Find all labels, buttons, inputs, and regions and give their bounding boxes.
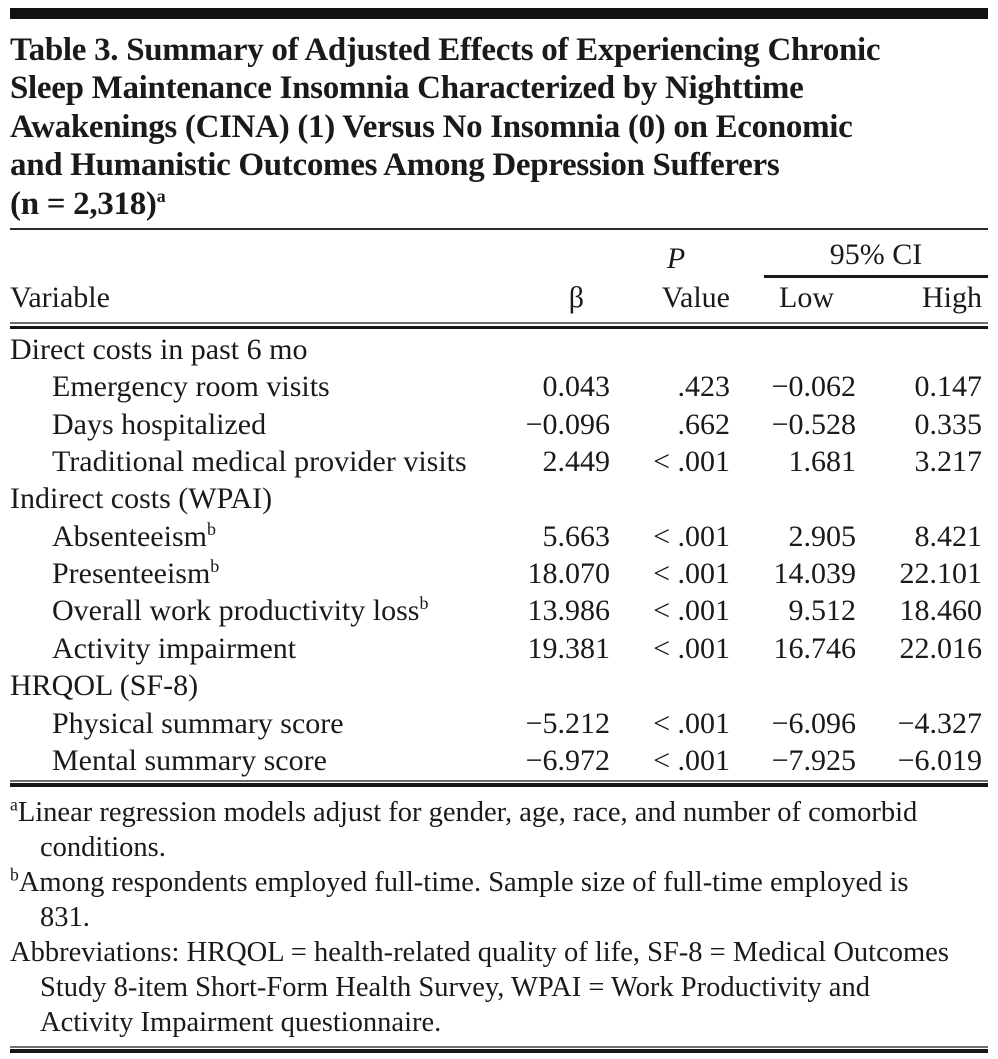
footnotes <box>10 795 954 1040</box>
ci-high-value: 0.335 <box>914 407 982 441</box>
ci-low-value: −6.096 <box>771 706 856 740</box>
ci-low-value: −0.062 <box>771 370 856 404</box>
ci-high-value: 18.460 <box>899 594 982 628</box>
ci-low-value: −7.925 <box>771 744 856 778</box>
beta-value: 18.070 <box>527 557 610 591</box>
footnote-marker-a: a <box>156 185 166 206</box>
table-title <box>10 31 988 223</box>
beta-value: −0.096 <box>525 407 610 441</box>
top-rule-bar <box>10 8 988 19</box>
ci-low-value: 9.512 <box>788 594 856 628</box>
footnote-marker-b: b <box>10 864 19 885</box>
footnote-marker-b: b <box>206 518 216 539</box>
ci-high-value: 22.101 <box>899 557 982 591</box>
footnote-marker-b: b <box>210 556 220 577</box>
body-footnote-divider <box>10 780 988 787</box>
variable-label: Mental summary score <box>52 744 327 778</box>
footnote-b: $^b$Among respondents employed full-time. Sample size of full-time employed is 831. <box>10 864 909 933</box>
p-value: < .001 <box>653 631 730 665</box>
section-label: Direct costs in past 6 mo <box>10 332 308 366</box>
table-data-row <box>10 555 988 592</box>
title-line <box>10 185 988 223</box>
table-data-row <box>10 705 988 742</box>
header-divider <box>10 322 988 329</box>
table-data-row <box>10 742 988 779</box>
beta-value: 13.986 <box>527 594 610 628</box>
table-data-row <box>10 518 988 555</box>
table-header <box>10 230 988 322</box>
variable-label: Days hospitalized <box>52 407 267 441</box>
beta-value: 2.449 <box>542 444 610 478</box>
section-label: HRQOL (SF-8) <box>10 669 199 703</box>
table-section-row <box>10 668 988 705</box>
section-label: Indirect costs (WPAI) <box>10 482 273 516</box>
p-value: < .001 <box>653 444 730 478</box>
footnote-a: $^a$Linear regression models adjust for gender, age, race, and number of comorbid conditions. <box>10 794 918 863</box>
variable-label: Emergency room visits <box>52 370 330 404</box>
ci-low-value: 16.746 <box>773 631 856 665</box>
title-line: Sleep Maintenance Insomnia Characterized by Nighttime <box>10 70 804 107</box>
bottom-divider <box>10 1046 988 1053</box>
footnote-abbreviations: Abbreviations: HRQOL = health-related quality of life, SF-8 = Medical Outcomes Study 8-item Short-Form Health Survey, WPAI = Work Productivity and Activity Impairment questionnaire. <box>10 936 949 1038</box>
table-body <box>10 329 988 780</box>
table-section-row <box>10 481 988 518</box>
p-value: < .001 <box>653 519 730 553</box>
p-value: < .001 <box>653 744 730 778</box>
p-value: < .001 <box>653 557 730 591</box>
p-value: .662 <box>677 407 730 441</box>
footnote-marker-b: b <box>419 593 429 614</box>
column-header-variable: Variable <box>10 281 110 315</box>
ci-high-value: 8.421 <box>914 519 982 553</box>
table-data-row <box>10 593 988 630</box>
ci-high-value: 3.217 <box>914 444 982 478</box>
sample-size: (n = 2,318) <box>10 185 157 222</box>
variable-label: Absenteeism$^b$ <box>52 518 216 553</box>
column-header-p-italic: P <box>666 242 686 276</box>
table-data-row <box>10 630 988 667</box>
table-section-row <box>10 331 988 368</box>
title-line: Awakenings (CINA) (1) Versus No Insomnia (0) on Economic <box>10 108 853 145</box>
beta-value: 0.043 <box>542 370 610 404</box>
ci-low-value: −0.528 <box>771 407 856 441</box>
ci-low-value: 1.681 <box>788 444 856 478</box>
beta-value: −6.972 <box>525 744 610 778</box>
variable-label: Physical summary score <box>52 706 344 740</box>
beta-value: 5.663 <box>542 519 610 553</box>
p-value: < .001 <box>653 594 730 628</box>
column-header-beta: β <box>568 281 584 315</box>
variable-label: Activity impairment <box>52 631 297 665</box>
title-line: and Humanistic Outcomes Among Depression Sufferers <box>10 147 780 184</box>
variable-label: Overall work productivity loss$^b$ <box>52 593 429 628</box>
variable-label: Presenteeism$^b$ <box>52 556 220 591</box>
ci-high-value: −4.327 <box>897 706 982 740</box>
table-data-row <box>10 406 988 443</box>
table-data-row <box>10 443 988 480</box>
table-header-row-bottom <box>10 278 988 322</box>
column-header-p-value: Value <box>661 281 730 315</box>
ci-high-value: 0.147 <box>914 370 982 404</box>
p-value: < .001 <box>653 706 730 740</box>
beta-value: −5.212 <box>525 706 610 740</box>
column-header-ci-low: Low <box>779 281 834 315</box>
footnote-marker-a: a <box>10 794 18 815</box>
title-line: Table 3. Summary of Adjusted Effects of Experiencing Chronic <box>10 32 881 68</box>
p-value: .423 <box>677 370 730 404</box>
table-data-row <box>10 368 988 405</box>
table-header-row-top <box>10 230 988 278</box>
ci-high-value: −6.019 <box>897 744 982 778</box>
column-header-95ci-span: 95% CI <box>764 238 988 278</box>
column-header-ci-high: High <box>922 281 982 315</box>
ci-low-value: 14.039 <box>773 557 856 591</box>
ci-high-value: 22.016 <box>899 631 982 665</box>
ci-low-value: 2.905 <box>788 519 856 553</box>
beta-value: 19.381 <box>527 631 610 665</box>
variable-label: Traditional medical provider visits <box>52 444 467 478</box>
